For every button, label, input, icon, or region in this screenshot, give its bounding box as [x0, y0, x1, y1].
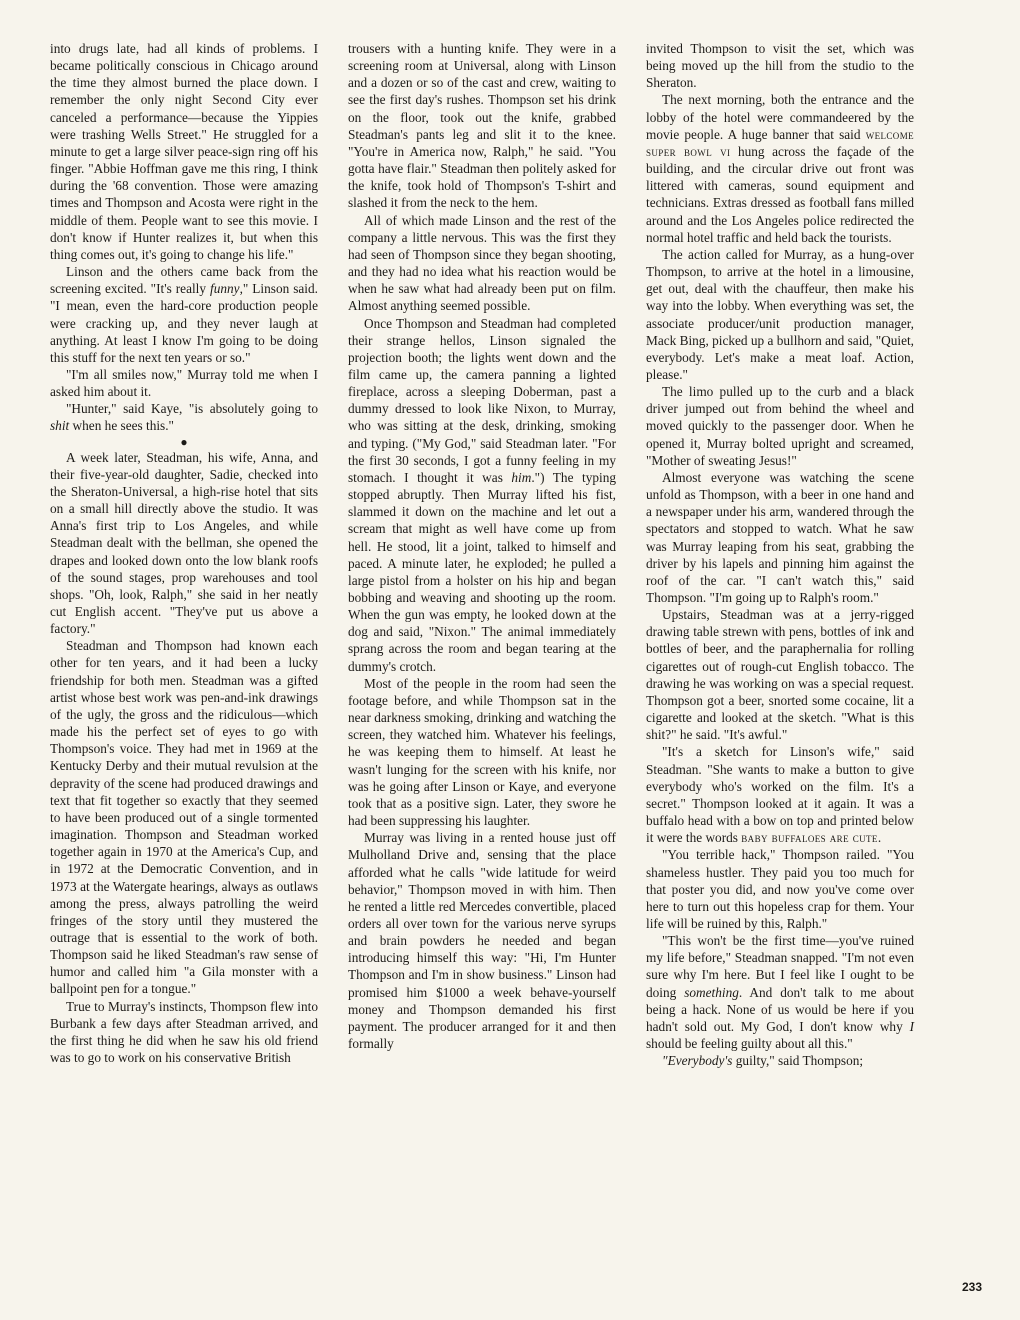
text-column-2 — [348, 40, 616, 1052]
paragraph: "You terrible hack," Thompson railed. "You shameless hustler. They paid you too much for that poster you did, and now you've come over here to turn out this hopeless crap for them. Your life will be ruined by this, Ralph." — [646, 847, 914, 931]
paragraph: A week later, Steadman, his wife, Anna, and their five-year-old daughter, Sadie, checked into the Sheraton-Universal, a high-rise hotel that sits on a small hill directly above the studio. It was Anna's first trip to Los Angeles, and while Steadman dealt with the bellman, she opened the drapes and looked down onto the low blank roofs of the sound stages, prop warehouses and tool shops. "Oh, look, Ralph," she said in her neatly cut English accent. "They've put us above a factory." — [50, 449, 318, 637]
paragraph: The next morning, both the entrance and the lobby of the hotel were commandeered by the movie people. A huge banner that said welcome super bowl vi hung across the façade of the building, and the circular drive out front was littered with cameras, sound equipment and technicians. Extras dressed as football fans milled around and the Los Angeles police redirected the normal hotel traffic and held back the tourists. — [646, 92, 914, 245]
paragraph: Murray was living in a rented house just off Mulholland Drive and, sensing that the place afforded what he calls "wide latitude for weird behavior," Thompson moved in with him. Then he rented a little red Mercedes convertible, placed orders all over town for the various nerve syrups and brain powders he needed and began introducing himself this way: "Hi, I'm Hunter Thompson and I'm in show business." Linson had promised him $1000 a week behave-yourself money and Thompson demanded his first payment. The producer arranged for it and then formally — [348, 830, 616, 1052]
section-break-bullet: ● — [180, 434, 188, 449]
page-number: 233 — [961, 1280, 982, 1294]
paragraph: Most of the people in the room had seen the footage before, and while Thompson sat in the near darkness smoking, drinking and watching the screen, they watched him. Whatever his feelings, he was keeping them to himself. At least he wasn't lunging for the screen with his knife, nor was he going after Linson or Kaye, and everyone took that as a positive sign. Later, they swore he had been suppressing his laughter. — [348, 675, 616, 829]
paragraph: All of which made Linson and the rest of the company a little nervous. This was the first they had seen of Thompson since they began shooting, and they had no idea what his reaction would be when he saw what had already been put on film. Almost anything seemed possible. — [348, 212, 616, 314]
paragraph: invited Thompson to visit the set, which was being moved up the hill from the studio to the Sheraton. — [646, 41, 914, 91]
text-column-3 — [646, 40, 914, 1069]
paragraph: into drugs late, had all kinds of problems. I became politically conscious in Chicago around the time they almost burned the place down. I remember the only night Second City ever canceled a performance—because the Yippies were trashing Wells Street." He struggled for a minute to get a large silver peace-sign ring off his finger. "Abbie Hoffman gave me this ring, I think during the '68 convention. Those were amazing times and Thompson and Acosta were right in the middle of them. People want to see this movie. I don't know if Hunter realizes it, but when this thing comes out, it's going to change his life." — [50, 41, 318, 262]
paragraph: "Everybody's guilty," said Thompson; — [662, 1053, 864, 1069]
paragraph: True to Murray's instincts, Thompson flew into Burbank a few days after Steadman arrived, and the first thing he did when he saw his old friend was to go to work on his conservative British — [50, 998, 318, 1066]
paragraph: "I'm all smiles now," Murray told me when I asked him about it. — [50, 366, 318, 400]
paragraph: "Hunter," said Kaye, "is absolutely going to shit when he sees this." — [50, 401, 318, 434]
paragraph: The limo pulled up to the curb and a black driver jumped out from behind the wheel and moved quickly to the passenger door. When he opened it, Murray bolted upright and screamed, "Mother of sweating Jesus!" — [646, 384, 914, 468]
paragraph: Once Thompson and Steadman had completed their strange hellos, Linson signaled the projection booth; the lights went down and the film came up, the camera panning a lighted fireplace, across a sleeping Doberman, past a dummy dressed to look like Nixon, to Murray, who was sitting at the desk, drinking, smoking and typing. ("My God," said Steadman later. "For the first 30 seconds, I got a funny feeling in my stomach. I thought it was him.") The typing stopped abruptly. Then Murray lifted his fist, slammed it down on the machine and let out a scream that might as well have come up from hell. He stood, lit a joint, talked to himself and paced. A minute later, he exploded; he pulled a large pistol from a holster on his hip and began bobbing and weaving and shooting up the room. When the gun was empty, he looked down at the dog and said, "Nixon." The animal immediately sprang across the room and began tearing at the dummy's crotch. — [348, 315, 616, 674]
paragraph: Upstairs, Steadman was at a jerry-rigged drawing table strewn with pens, bottles of ink and bottles of beer, and the paraphernalia for rolling cigarettes out of rough-cut English tobacco. The drawing he was working on was a special request. Thompson got a beer, snorted some cocaine, lit a cigarette and looked at the sketch. "What is this shit?" he said. "It's awful." — [646, 607, 914, 743]
paragraph: Steadman and Thompson had known each other for ten years, and it had been a lucky friendship for both men. Steadman was a gifted artist whose best work was pen-and-ink drawings of the ugly, the gross and the ridiculous—which made his the perfect set of eyes to go with Thompson's voice. They had met in 1969 at the Kentucky Derby and their mutual revulsion at the depravity of the scene had produced drawings and text that fit together so exactly that they seemed to have been produced out of a single tormented imagination. Thompson and Steadman worked together again in 1970 at the America's Cup, and in 1972 at the Democratic Convention, and in 1973 at the Watergate hearings, always as outlaws among the press, always patrolling the weird fringes of the story until they mustered the outrage that is essential to the work of both. Thompson said he liked Steadman's raw sense of humor and called him "a Gila monster with a ballpoint pen for a tongue." — [50, 638, 318, 997]
text-column-1 — [50, 40, 318, 1066]
paragraph: Almost everyone was watching the scene unfold as Thompson, with a beer in one hand and a newspaper under his arm, wandered through the spectators and stopped to watch. What he saw was Murray leaping from his seat, grabbing the driver by his lapels and pinning him against the roof of the car. "I can't watch this," said Thompson. "I'm going up to Ralph's room." — [646, 469, 914, 605]
paragraph: Linson and the others came back from the screening excited. "It's really funny," Linson said. "I mean, even the hard-core production people were cracking up, and they never laugh at anything. At least I know I'm going to be doing this stuff for the next ten years or so." — [50, 264, 318, 365]
paragraph: "This won't be the first time—you've ruined my life before," Steadman snapped. "I'm not even sure why I'm here. But I feel like I ought to be doing something. And don't talk to me about being a hack. None of us would be here if you hadn't sold out. My God, I don't know why I should be feeling guilty about all this." — [646, 933, 914, 1052]
paragraph: The action called for Murray, as a hung-over Thompson, to arrive at the hotel in a limousine, get out, deal with the chauffeur, then make his way into the lobby. When everything was set, the associate producer/unit production manager, Mack Bing, picked up a bullhorn and said, "Quiet, everybody. Let's make a meat loaf. Action, please." — [646, 246, 914, 382]
paragraph: "It's a sketch for Linson's wife," said Steadman. "She wants to make a button to give everybody who's worked on the film. It's a secret." Thompson looked at it again. It was a buffalo head with a bow on top and printed below it were the words baby buffaloes are cute. — [646, 744, 914, 846]
paragraph: trousers with a hunting knife. They were in a screening room at Universal, along with Linson and a dozen or so of the cast and crew, waiting to see the first day's rushes. Thompson set his drink on the floor, took out the knife, grabbed Steadman's pants leg and slit it to the knee. "You're in America now, Ralph," he said. "You gotta have flair." Steadman then politely asked for the knife, took hold of Thompson's T-shirt and slashed it from the neck to the hem. — [348, 41, 616, 211]
